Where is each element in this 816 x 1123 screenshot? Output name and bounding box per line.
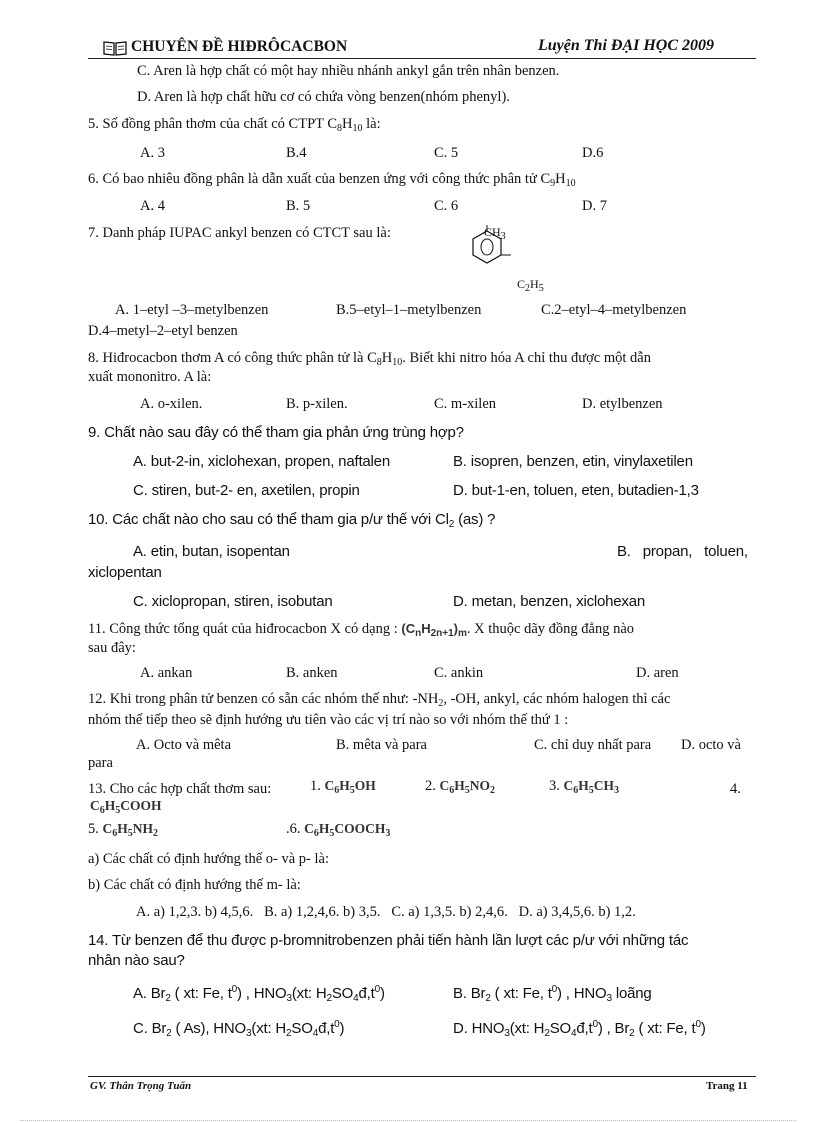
c2h5-label: $C_2H_5$ (517, 277, 544, 294)
option-c-text: C. Aren là hợp chất có một hay nhiều nhánh ankyl gắn trên nhân benzen. (137, 63, 560, 79)
q6-option-c[interactable]: C. 6 (434, 198, 459, 214)
q5-option-b[interactable]: B.4 (286, 145, 307, 161)
q14-option-a[interactable]: A. $Br_2$ ( xt: Fe, $t^0$) , $HNO_3(xt$: $H_2SO_4đ,t^0$) (133, 984, 385, 1004)
question-8-line2: xuất mononitro. A là: (88, 369, 212, 385)
footer-author: GV. Thân Trọng Tuấn (90, 1080, 192, 1092)
q10-option-b[interactable]: B. propan, toluen, (617, 543, 748, 560)
question-8: 8. Hiđrocacbon thơm A có công thức phân tử là $C_8H_{10}$. Biết khi nitro hóa A chỉ thu được một dẫn (88, 350, 651, 368)
question-14-line2: nhân nào sau? (88, 952, 185, 969)
q13-compound-3: 3. $C_6H_5CH_3$ (549, 778, 620, 796)
question-6: 6. Có bao nhiêu đồng phân là dẫn xuất của benzen ứng với công thức phân tử $C_9H_{10}$ (88, 171, 576, 189)
q13-options[interactable]: A. a) 1,2,3. b) 4,5,6. B. a) 1,2,4,6. b) 3,5. C. a) 1,3,5. b) 2,4,6. D. a) 3,4,5,6. b) 1,2. (136, 904, 636, 920)
q13-compound-5: 5. $C_6H_5NH_2$ (88, 821, 159, 839)
q8-option-c[interactable]: C. m-xilen (434, 396, 497, 412)
q9-option-c[interactable]: C. stiren, but-2- en, axetilen, propin (133, 482, 360, 499)
q12-option-a[interactable]: A. Octo và mêta (136, 737, 232, 753)
q13-compound-4: $C_6H_5COOH$ (90, 798, 162, 816)
q13-part-a: a) Các chất có định hướng thế o- và p- là: (88, 851, 329, 867)
q12-option-d-cont: para (88, 755, 113, 771)
question-11: 11. Công thức tổng quát của hiđrocacbon X có dạng : $(C_nH_{2n+1})_m$. X thuộc dãy đồng đẳng nào (88, 621, 635, 639)
q12-option-d[interactable]: D. octo và (681, 737, 741, 753)
question-9: 9. Chất nào sau đây có thể tham gia phản ứng trùng hợp? (88, 424, 464, 441)
header-title: CHUYÊN ĐỀ HIĐRÔCACBON (131, 38, 348, 55)
q8-option-a[interactable]: A. o-xilen. (140, 396, 203, 412)
q7-option-c[interactable]: C.2–etyl–4–metylbenzen (541, 302, 687, 318)
q7-option-d[interactable]: D.4–metyl–2–etyl benzen (88, 323, 238, 339)
question-12: 12. Khi trong phân tử benzen có sẵn các nhóm thế như: $-NH_2$, -OH, ankyl, các nhóm halogen thì các (88, 691, 671, 709)
q9-option-a[interactable]: A. but-2-in, xiclohexan, propen, naftalen (133, 453, 390, 470)
q5-option-d[interactable]: D.6 (582, 145, 604, 161)
q8-option-b[interactable]: B. p-xilen. (286, 396, 348, 412)
q11-option-c[interactable]: C. ankin (434, 665, 484, 681)
q13-compound-1: 1. $C_6H_5OH$ (310, 778, 376, 796)
q10-option-c[interactable]: C. xiclopropan, stiren, isobutan (133, 593, 333, 610)
q11-option-d[interactable]: D. aren (636, 665, 679, 681)
ch3-label: $CH_3$ (484, 225, 506, 242)
page-bottom-divider (20, 1120, 796, 1121)
option-d-text: D. Aren là hợp chất hữu cơ có chứa vòng benzen(nhóm phenyl). (137, 89, 510, 105)
q7-option-b[interactable]: B.5–etyl–1–metylbenzen (336, 302, 482, 318)
q9-option-d[interactable]: D. but-1-en, toluen, eten, butadien-1,3 (453, 482, 699, 499)
q12-option-c[interactable]: C. chỉ duy nhất para (534, 737, 652, 753)
q12-option-b[interactable]: B. mêta và para (336, 737, 427, 753)
q5-option-c[interactable]: C. 5 (434, 145, 459, 161)
q14-option-b[interactable]: B. $Br_2$ ( xt: Fe, $t^0$) , $HNO_3$ loãng (453, 984, 652, 1004)
question-14: 14. Từ benzen để thu được p-bromnitrobenzen phải tiến hành lần lượt các p/ư với những tác (88, 932, 689, 949)
q13-number-4: 4. (730, 781, 741, 797)
footer-page-number: Trang 11 (706, 1080, 748, 1092)
header-exam: Luyện Thi ĐẠI HỌC 2009 (538, 37, 715, 54)
q11-option-a[interactable]: A. ankan (140, 665, 193, 681)
q6-option-b[interactable]: B. 5 (286, 198, 311, 214)
question-5: 5. Số đồng phân thơm của chất có CTPT $C_8H_{10}$ là: (88, 116, 381, 134)
open-book-icon (103, 40, 127, 56)
q13-compound-2: 2. $C_6H_5NO_2$ (425, 778, 496, 796)
q13-part-b: b) Các chất có định hướng thế m- là: (88, 877, 301, 893)
q6-option-d[interactable]: D. 7 (582, 198, 607, 214)
question-7: 7. Danh pháp IUPAC ankyl benzen có CTCT sau là: (88, 225, 391, 241)
formula-cnh2n1-m: $(C_nH_{2n+1})_m$ (401, 621, 467, 639)
q5-option-a[interactable]: A. 3 (140, 145, 165, 161)
q14-option-c[interactable]: C. $Br_2$ ( As), $HNO_3(xt$: $H_2SO_4đ,t^0$) (133, 1019, 345, 1039)
q10-option-a[interactable]: A. etin, butan, isopentan (133, 543, 290, 560)
q14-option-d[interactable]: D. $HNO_3(xt$: $H_2SO_4đ,t^0$) , $Br_2$ ( xt: Fe, $t^0$) (453, 1019, 706, 1039)
question-10: 10. Các chất nào cho sau có thể tham gia p/ư thế với $Cl_2$ (as) ? (88, 511, 496, 530)
q11-option-b[interactable]: B. anken (286, 665, 338, 681)
question-11-line2: sau đây: (88, 640, 136, 656)
question-13: 13. Cho các hợp chất thơm sau: (88, 781, 272, 797)
q7-option-a[interactable]: A. 1–etyl –3–metylbenzen (115, 302, 269, 318)
q13-compound-6: .6. $C_6H_5COOCH_3$ (286, 821, 391, 839)
question-12-line2: nhóm thế tiếp theo sẽ định hướng ưu tiên vào các vị trí nào so với nhóm thế thứ 1 : (88, 712, 569, 728)
q10-option-d[interactable]: D. metan, benzen, xiclohexan (453, 593, 646, 610)
q6-option-a[interactable]: A. 4 (140, 198, 165, 214)
q8-option-d[interactable]: D. etylbenzen (582, 396, 663, 412)
q9-option-b[interactable]: B. isopren, benzen, etin, vinylaxetilen (453, 453, 693, 470)
q10-option-b-cont: xiclopentan (88, 564, 162, 581)
